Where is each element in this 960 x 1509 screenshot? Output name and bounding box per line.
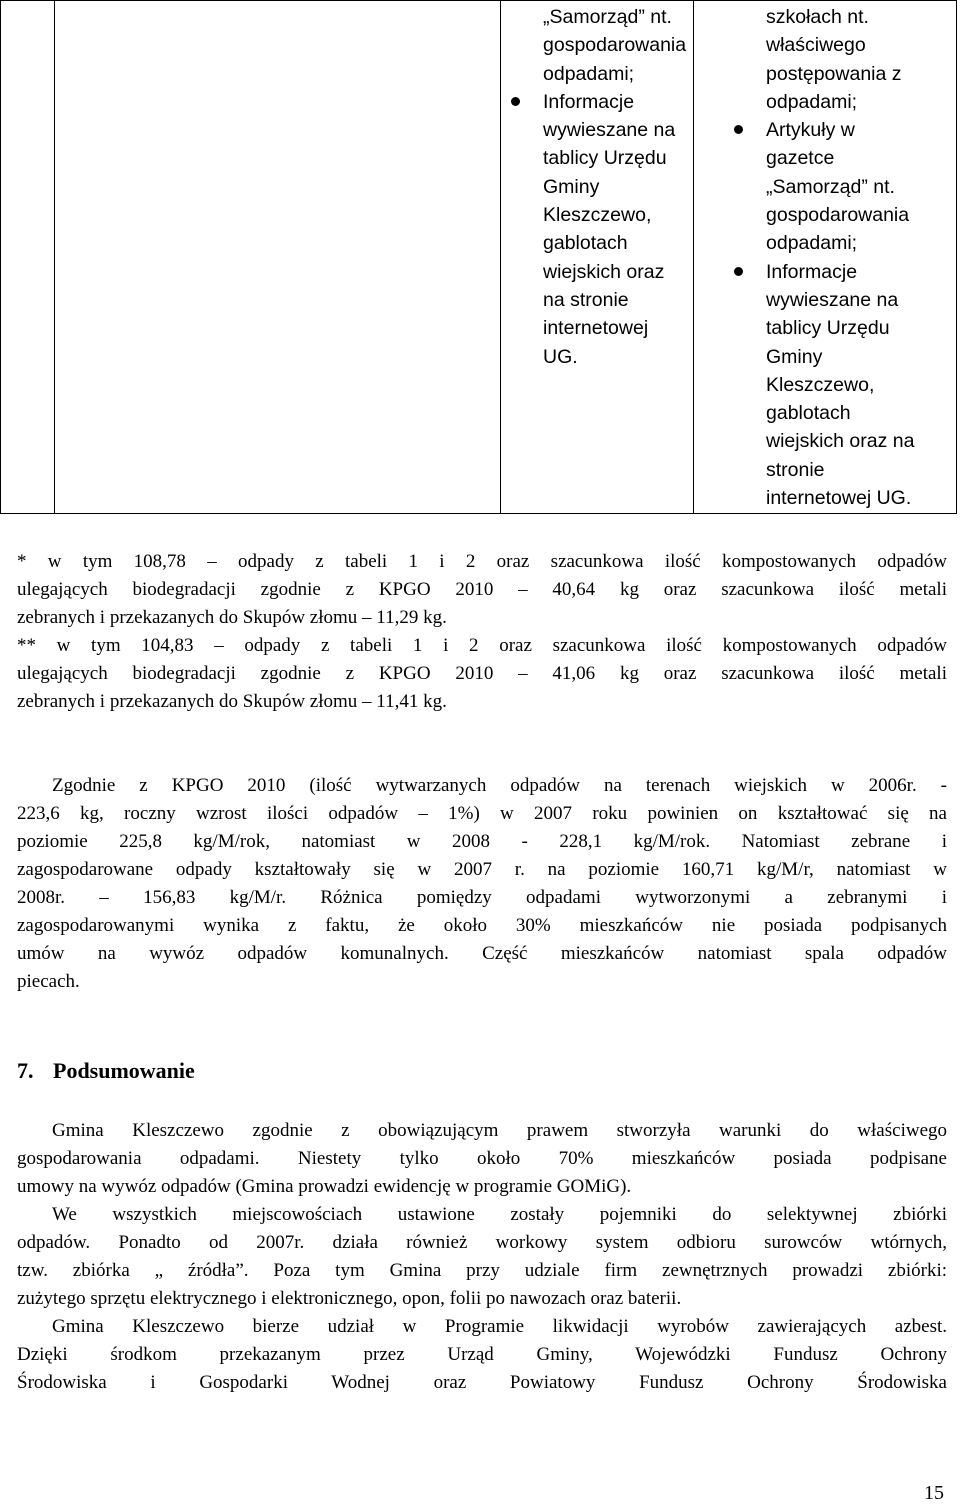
- cell-line: gospodarowania: [766, 204, 910, 227]
- section-title: Podsumowanie: [53, 1058, 195, 1083]
- paragraph-kpgo: [17, 772, 947, 996]
- footnote-line: ulegających biodegradacji zgodnie z KPGO 2010 – 40,64 kg oraz szacunkowa ilość metali: [17, 579, 947, 600]
- table-divider: [500, 1, 501, 513]
- cell-line: Kleszczewo,: [766, 373, 875, 396]
- footnote-line: * w tym 108,78 – odpady z tabeli 1 i 2 oraz szacunkowa ilość kompostowanych odpadów: [17, 551, 947, 572]
- summary-line: odpadów. Ponadto od 2007r. działa również workowy system odbioru surowców wtórnych,: [17, 1232, 947, 1253]
- cell-line: odpadami;: [543, 62, 635, 85]
- cell-line: Gminy: [766, 345, 823, 368]
- footnotes: [17, 548, 947, 716]
- section-heading: [17, 1054, 195, 1088]
- summary-line: Gmina Kleszczewo bierze udział w Programie likwidacji wyrobów zawierających azbest.: [52, 1316, 947, 1337]
- cell-line: odpadami;: [766, 90, 858, 113]
- cell-line: gablotach: [766, 402, 851, 425]
- footnote-line: ** w tym 104,83 – odpady z tabeli 1 i 2 oraz szacunkowa ilość kompostowanych odpadów: [17, 635, 947, 656]
- bullet-item: Informacje: [543, 88, 686, 116]
- cell-line: na stronie: [543, 288, 629, 311]
- paragraph-line: zagospodarowane odpady kształtowały się w 2007 r. na poziomie 160,71 kg/M/r, natomiast w: [17, 859, 947, 880]
- footnote-line: ulegających biodegradacji zgodnie z KPGO 2010 – 41,06 kg oraz szacunkowa ilość metali: [17, 663, 947, 684]
- paragraph-line: 223,6 kg, roczny wzrost ilości odpadów – 1%) w 2007 roku powinien on kształtować się na: [17, 803, 947, 824]
- summary-line: Środowiska i Gospodarki Wodnej oraz Powiatowy Fundusz Ochrony Środowiska: [17, 1372, 947, 1393]
- paragraph-line: 2008r. – 156,83 kg/M/r. Różnica pomiędzy odpadami wytworzonymi a zebranymi i: [17, 887, 947, 908]
- summary-line: umowy na wywóz odpadów (Gmina prowadzi ewidencję w programie GOMiG).: [17, 1176, 632, 1197]
- paragraph-line: poziomie 225,8 kg/M/rok, natomiast w 2008 - 228,1 kg/M/rok. Natomiast zebrane i: [17, 831, 947, 852]
- summary-line: Dzięki środkom przekazanym przez Urząd Gminy, Wojewódzki Fundusz Ochrony: [17, 1344, 947, 1365]
- cell-line: wywieszane na: [543, 119, 676, 142]
- paragraph-line: piecach.: [17, 971, 80, 992]
- page-number: 15: [924, 1482, 944, 1504]
- paragraph-line: Zgodnie z KPGO 2010 (ilość wytwarzanych odpadów na terenach wiejskich w 2006r. -: [52, 775, 947, 796]
- summary-line: gospodarowania odpadami. Niestety tylko około 70% mieszkańców posiada podpisane: [17, 1148, 947, 1169]
- cell-line: Gminy: [543, 175, 600, 198]
- footnote-line: zebranych i przekazanych do Skupów złomu – 11,41 kg.: [17, 691, 447, 712]
- cell-line: tablicy Urzędu: [766, 317, 890, 340]
- summary-line: Gmina Kleszczewo zgodnie z obowiązującym prawem stworzyła warunki do właściwego: [52, 1120, 947, 1141]
- table-divider: [693, 1, 694, 513]
- table-cell-right: [766, 3, 914, 512]
- footnote-line: zebranych i przekazanych do Skupów złomu – 11,29 kg.: [17, 607, 447, 628]
- cell-line: wiejskich oraz: [543, 260, 665, 283]
- cell-line: „Samorząd” nt.: [543, 6, 672, 28]
- cell-line: wywieszane na: [766, 288, 899, 311]
- cell-line: UG.: [543, 345, 578, 368]
- cell-line: odpadami;: [766, 232, 858, 255]
- cell-line: internetowej: [543, 317, 649, 340]
- cell-line: właściwego: [766, 34, 866, 57]
- paragraph-line: umów na wywóz odpadów komunalnych. Część mieszkańców natomiast spala odpadów: [17, 943, 947, 964]
- bullet-item: Informacje: [766, 258, 914, 286]
- cell-line: gazetce: [766, 147, 835, 170]
- cell-line: gablotach: [543, 232, 628, 255]
- cell-line: tablicy Urzędu: [543, 147, 667, 170]
- cell-line: szkołach nt.: [766, 6, 869, 28]
- summary-line: tzw. zbiórka „ źródła”. Poza tym Gmina przy udziale firm zewnętrznych prowadzi zbiórki:: [17, 1260, 947, 1281]
- summary-line: zużytego sprzętu elektrycznego i elektronicznego, opon, folii po nawozach oraz baterii.: [17, 1288, 682, 1309]
- cell-line: postępowania z: [766, 62, 902, 85]
- summary-line: We wszystkich miejscowościach ustawione zostały pojemniki do selektywnej zbiórki: [52, 1204, 947, 1225]
- summary: [17, 1117, 947, 1397]
- bullet-item: Artykuły w: [766, 116, 914, 144]
- cell-line: wiejskich oraz na: [766, 430, 915, 453]
- table-cell-left: [543, 3, 686, 371]
- paragraph-line: zagospodarowanymi wynika z faktu, że około 30% mieszkańców nie posiada podpisanych: [17, 915, 947, 936]
- cell-line: Kleszczewo,: [543, 204, 652, 227]
- section-number: 7.: [17, 1058, 34, 1083]
- cell-line: internetowej UG.: [766, 487, 912, 510]
- cell-line: „Samorząd” nt.: [766, 175, 895, 198]
- cell-line: gospodarowania: [543, 34, 687, 57]
- table-divider: [54, 1, 55, 513]
- cell-line: stronie: [766, 458, 825, 481]
